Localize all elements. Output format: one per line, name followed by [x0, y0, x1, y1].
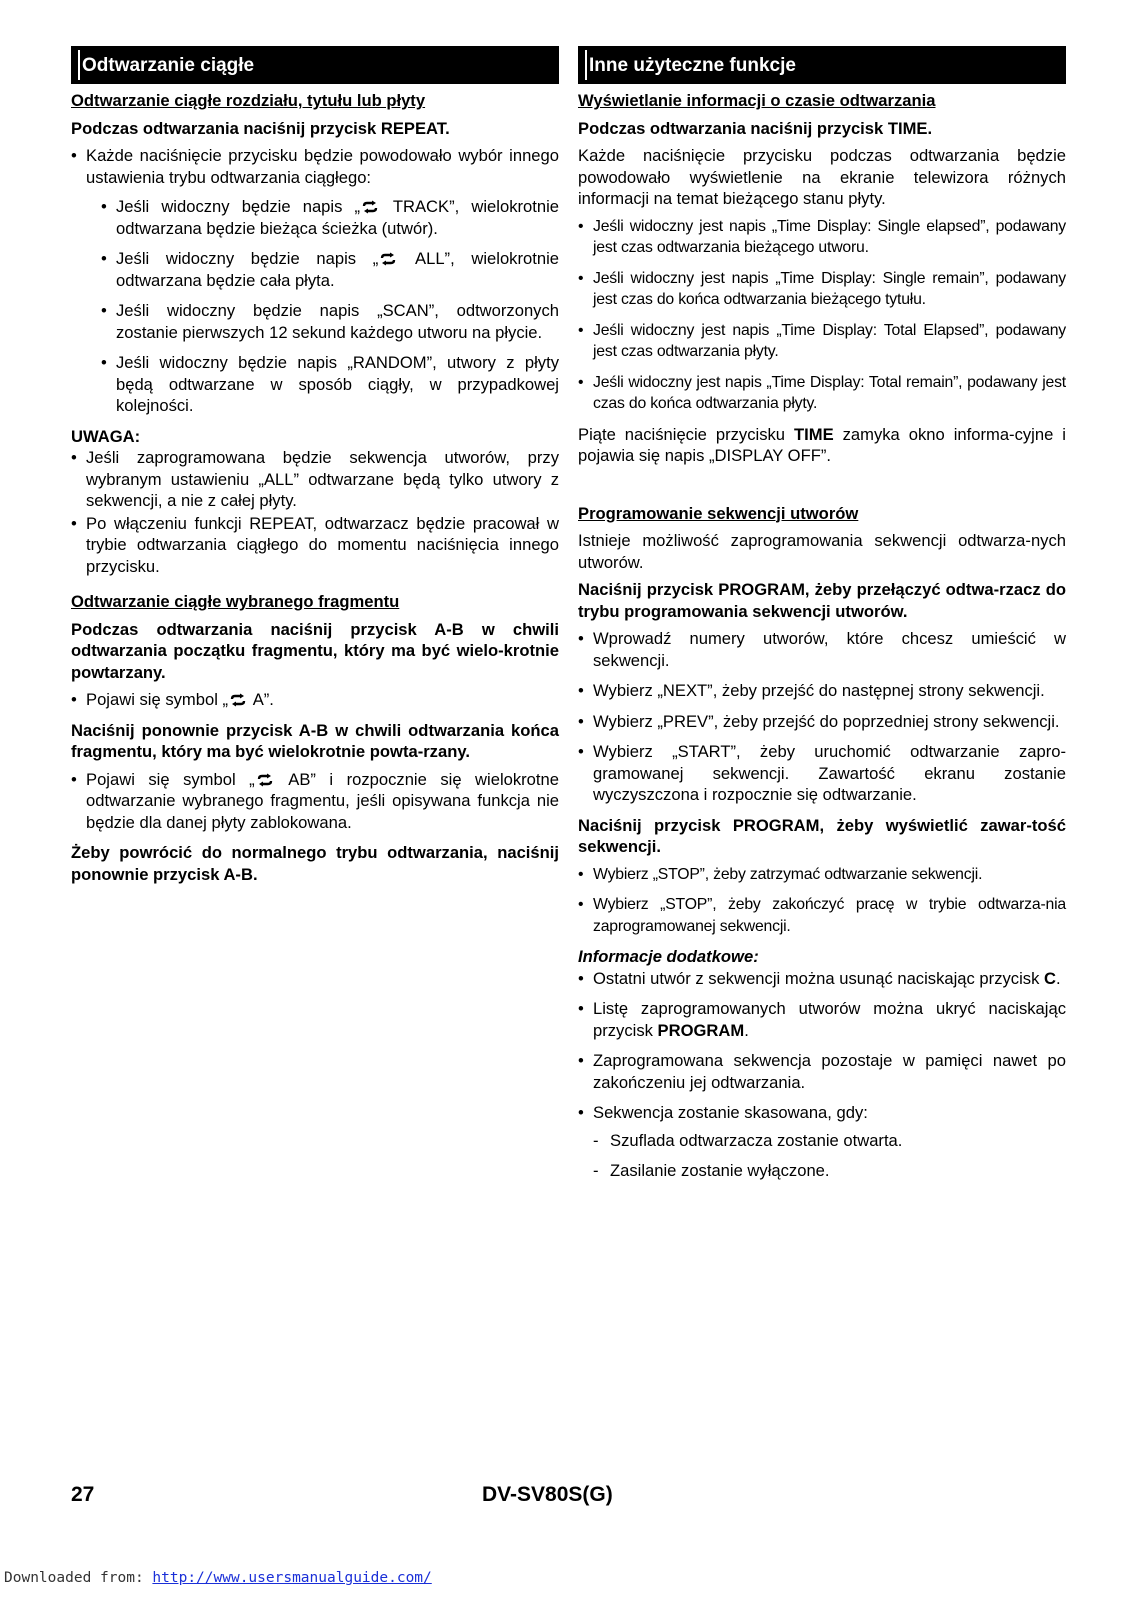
- list-item-text: A”.: [249, 690, 274, 709]
- instruction-program: Naciśnij przycisk PROGRAM, żeby przełączyć odtwa-rzacz do trybu programowania sekwencji utworów.: [578, 580, 1066, 621]
- section-header-text: Inne użyteczne funkcje: [589, 55, 796, 76]
- additional-info-list: [578, 968, 1066, 1182]
- time-list: [578, 216, 1066, 415]
- list-item: [71, 769, 559, 834]
- list-item: • Wybierz „START”, żeby uruchomić odtwarzanie zapro-gramowanej sekwencji. Zawartość ekranu zostanie wyczyszczona i rozpocznie się odtwarzanie.: [578, 741, 1066, 806]
- repeat-list: [71, 145, 559, 417]
- model-name: DV-SV80S(G): [482, 1483, 613, 1506]
- list-item: • Jeśli widoczny jest napis „Time Display: Total remain”, podawany jest czas do końca odtwarzania płyty.: [578, 372, 1066, 415]
- page-footer: [71, 1483, 1041, 1513]
- repeat-arrow-icon: [256, 773, 274, 787]
- list-item: • Wybierz „PREV”, żeby przejść do poprzedniej strony sekwencji.: [578, 711, 1066, 733]
- note-label: UWAGA:: [71, 426, 141, 446]
- list-item-text: .: [744, 1020, 749, 1040]
- list-item: • Wybierz „STOP”, żeby zakończyć pracę w trybie odtwarza-nia zaprogramowanej sekwencji.: [578, 894, 1066, 937]
- instruction-time: Podczas odtwarzania naciśnij przycisk TIME.: [578, 118, 933, 138]
- list-item: • Wprowadź numery utworów, które chcesz umieścić w sekwencji.: [578, 628, 1066, 671]
- spacer: [578, 473, 1066, 497]
- text-bold: TIME: [794, 424, 834, 444]
- list-item: • Jeśli widoczny jest napis „Time Display: Single elapsed”, podawany jest czas odtwarzania bieżącego utworu.: [578, 216, 1066, 259]
- instruction-ab-end: Naciśnij ponownie przycisk A-B w chwili odtwarzania końca fragmentu, który ma być wielokrotnie powta-rzany.: [71, 720, 559, 761]
- repeat-arrow-icon: [361, 200, 379, 214]
- page-number: 27: [71, 1483, 95, 1506]
- ab-start-list: [71, 689, 559, 711]
- list-item: • Jeśli widoczny jest napis „Time Display: Total Elapsed”, podawany jest czas odtwarzania płyty.: [578, 320, 1066, 363]
- text: Piąte naciśnięcie przycisku: [578, 424, 794, 444]
- list-item: [101, 248, 559, 291]
- instruction-ab-start: Podczas odtwarzania naciśnij przycisk A-B w chwili odtwarzania początku fragmentu, który ma być wielo-krotnie powtarzany.: [71, 619, 559, 682]
- list-item-text-bold: PROGRAM: [657, 1020, 745, 1040]
- list-item: • Jeśli widoczny będzie napis „SCAN”, odtworzonych zostanie pierwszych 12 sekund każdego utworu na płycie.: [101, 300, 559, 343]
- list-item-text: Listę zaprogramowanych utworów można ukryć naciskając przycisk: [593, 999, 1066, 1040]
- list-item: [578, 968, 1066, 990]
- list-item: • Wybierz „STOP”, żeby zatrzymać odtwarzanie sekwencji.: [578, 864, 1066, 886]
- list-item-text: Ostatni utwór z sekwencji można usunąć naciskając przycisk: [593, 968, 1044, 988]
- list-item: [71, 689, 559, 711]
- program-description: Istnieje możliwość zaprogramowania sekwencji odtwarza-nych utworów.: [578, 531, 1066, 572]
- list-item-text: Pojawi się symbol „: [86, 769, 255, 789]
- program-list: [578, 628, 1066, 806]
- instruction-ab-cancel: Żeby powrócić do normalnego trybu odtwarzania, naciśnij ponownie przycisk A-B.: [71, 843, 559, 884]
- list-item: [578, 1102, 1066, 1182]
- right-column: [578, 46, 1066, 1191]
- text: zamyka okno informa-cyjne i pojawia się napis „DISPLAY OFF”.: [578, 424, 1066, 465]
- list-item-text: Sekwencja zostanie skasowana, gdy:: [593, 1103, 868, 1122]
- reset-conditions-list: [593, 1130, 1066, 1182]
- download-label: Downloaded from:: [4, 1570, 153, 1586]
- list-item: [71, 145, 559, 417]
- list-item-text: Jeśli widoczny będzie napis „: [116, 197, 361, 216]
- list-item: - Zasilanie zostanie wyłączone.: [593, 1160, 1066, 1182]
- list-item-text: Jeśli widoczny będzie napis „: [116, 249, 379, 268]
- note-list: [71, 447, 559, 577]
- instruction-repeat: Podczas odtwarzania naciśnij przycisk REPEAT.: [71, 118, 450, 138]
- subheading-program: Programowanie sekwencji utworów: [578, 503, 859, 523]
- list-item: - Szuflada odtwarzacza zostanie otwarta.: [593, 1130, 1066, 1152]
- repeat-arrow-icon: [379, 252, 397, 266]
- list-item: • Jeśli widoczny jest napis „Time Display: Single remain”, podawany jest czas do końca odtwarzania bieżącego tytułu.: [578, 268, 1066, 311]
- section-header-text: Odtwarzanie ciągłe: [82, 55, 255, 76]
- repeat-arrow-icon: [229, 693, 247, 707]
- repeat-modes-list: [86, 196, 559, 417]
- list-item: [578, 998, 1066, 1041]
- list-item: • Jeśli zaprogramowana będzie sekwencja utworów, przy wybranym ustawieniu „ALL” odtwarzane będą tylko utwory z sekwencji, a nie z całej płyty.: [71, 447, 559, 512]
- section-header-continuous-play: [71, 46, 559, 84]
- list-item: • Jeśli widoczny będzie napis „RANDOM”, utwory z płyty będą odtwarzane w sposób ciągły, w przypadkowej kolejności.: [101, 352, 559, 417]
- list-item-text: Pojawi się symbol „: [86, 690, 229, 709]
- subheading-repeat-chapter: Odtwarzanie ciągłe rozdziału, tytułu lub płyty: [71, 91, 426, 110]
- instruction-program-view: Naciśnij przycisk PROGRAM, żeby wyświetlić zawar-tość sekwencji.: [578, 815, 1066, 856]
- list-item-text-bold: C: [1043, 968, 1056, 988]
- list-item-text: TRACK”, wielokrotnie odtwarzana będzie bieżąca ścieżka (utwór).: [116, 197, 559, 238]
- list-item-text: AB” i rozpocznie się wielokrotne odtwarzanie wybranego fragmentu, jeśli opisywana funkcja nie będzie dla danej płyty zablokowana.: [86, 769, 559, 832]
- download-source: [4, 1570, 432, 1586]
- list-item: • Zaprogramowana sekwencja pozostaje w pamięci nawet po zakończeniu jej odtwarzania.: [578, 1050, 1066, 1093]
- time-close-note: [578, 424, 1066, 467]
- stop-list: [578, 864, 1066, 938]
- list-item: • Po włączeniu funkcji REPEAT, odtwarzacz będzie pracował w trybie odtwarzania ciągłego do momentu naciśnięcia innego przycisku.: [71, 513, 559, 578]
- additional-info-label: Informacje dodatkowe:: [578, 947, 759, 966]
- ab-end-list: [71, 769, 559, 834]
- subheading-time-display: Wyświetlanie informacji o czasie odtwarzania: [578, 91, 936, 110]
- list-item-text: .: [1055, 968, 1061, 988]
- section-header-other-functions: [578, 46, 1066, 84]
- list-item-text: ALL”, wielokrotnie odtwarzana będzie cała płyta.: [116, 249, 559, 290]
- subheading-repeat-fragment: Odtwarzanie ciągłe wybranego fragmentu: [71, 592, 400, 611]
- download-link[interactable]: http://www.usersmanualguide.com/: [152, 1570, 432, 1586]
- list-item: [101, 196, 559, 239]
- list-item: • Wybierz „NEXT”, żeby przejść do następnej strony sekwencji.: [578, 680, 1066, 702]
- left-column: [71, 46, 559, 891]
- list-item-text: Każde naciśnięcie przycisku będzie powodowało wybór innego ustawienia trybu odtwarzania ciągłego:: [86, 146, 559, 187]
- time-description: Każde naciśnięcie przycisku podczas odtwarzania będzie powodowało wyświetlenie na ekranie telewizora różnych informacji na temat bieżącego stanu płyty.: [578, 146, 1066, 208]
